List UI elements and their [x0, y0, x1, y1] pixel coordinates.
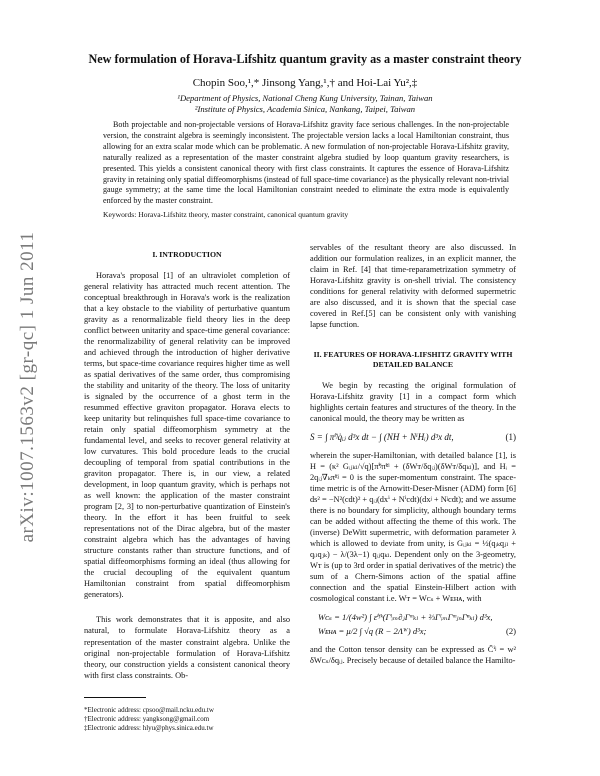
- equation-2-line-1: Wᴄₛ = 1/(4w²) ∫ ε̃ⁱʲᵏ(Γˡᵢₘ∂ⱼΓᵐₖₗ + ⅔ΓˡᵢₘΓᵐⱼₙΓⁿₖₗ) d³x,: [318, 612, 493, 623]
- equation-1-number: (1): [505, 432, 516, 443]
- author-list: Chopin Soo,¹,* Jinsong Yang,¹,† and Hoi-Lai Yu²,‡: [192, 77, 418, 89]
- left-column: [84, 242, 290, 733]
- affiliation-1: ¹Department of Physics, National Cheng Kung University, Tainan, Taiwan: [177, 93, 433, 103]
- affiliation-2: ²Institute of Physics, Academia Sinica, Nankang, Taipei, Taiwan: [194, 104, 416, 114]
- right-paragraph-3: wherein the super-Hamiltonian, with detailed balance [1], is H = (κ² Gᵢⱼₖₗ/√q)[π̃ⁱʲπ̃ᵏˡ + (δWᴛ/δqᵢⱼ)(δWᴛ/δqₖₗ)], and Hᵢ = 2qᵢⱼ∇ₖπ̃ᵏʲ = 0 is the super-momentum constraint. The space-time metric is of the Arnowitt-Deser-Misner (ADM) form [6] ds² = −N²(cdt)² + qᵢⱼ(dxⁱ + Nⁱcdt)(dxʲ + Nʲcdt); and we assume there is no boundary for simplicity, although boundary terms can be added without affecting the theme of this work. The (inverse) DeWitt supermetric, with deformation parameter λ which is allowed to deviate from unity, is Gᵢⱼₖₗ = ½(qᵢₖqⱼₗ + qᵢₗqⱼₖ) − λ/(3λ−1) qᵢⱼqₖₗ. Dependent only on the 3-geometry, Wᴛ is (up to 3rd order in spatial derivatives of the metric) the sum of a Chern-Simons action of the spatial affine connection and the spatial Einstein-Hilbert action with cosmological constant i.e. Wᴛ = Wᴄₛ + Wᴇʜᴀ, with: [310, 451, 516, 604]
- abstract: Both projectable and non-projectable versions of Horava-Lifshitz gravity face serious challenges. In the non-projectable version, the constraint algebra is seemingly inconsistent. The projectable version lacks a local Hamiltonian constraint, thus allowing for an extra scalar mode which can be problematic. A new formulation of non-projectable Horava-Lifshitz gravity, naturally realized as a representation of the master constraint algebra studied by loop quantum gravity researchers, is presented. This yields a consistent canonical theory with first class constraints. It captures the essence of Horava-Lifshitz gravity in retaining only spatial diffeomorphisms (instead of full space-time covariance) as the physically relevant non-trivial gauge symmetry; at the same time the local Hamiltonian constraint needed to eliminate the extra mode is equivalently enforced by the master constraint.: [103, 120, 509, 206]
- keywords: Keywords: Horava-Lifshitz theory, master constraint, canonical quantum gravity: [103, 210, 349, 219]
- section-heading-features: II. FEATURES OF HORAVA-LIFSHITZ GRAVITY WITH DETAILED BALANCE: [313, 350, 513, 370]
- section-heading-introduction: I. INTRODUCTION: [152, 250, 222, 259]
- equation-1: [310, 431, 516, 443]
- footnote-rule: [84, 697, 146, 698]
- right-column: [310, 242, 516, 666]
- right-paragraph-4: and the Cotton tensor density can be expressed as C̃ⁱʲ = w² δWᴄₛ/δqᵢⱼ. Precisely because of detailed balance the Hamilto-: [310, 645, 516, 666]
- equation-2: [318, 610, 516, 638]
- right-paragraph-2: We begin by recasting the original formulation of Horava-Lifshitz gravity [1] in a compact form which highlights certain features and structures of the theory. In the canonical mould, the theory may be written as: [310, 381, 516, 424]
- intro-paragraph-2: This work demonstrates that it is apposite, and also natural, to formulate Horava-Lifshitz theory as a representation of the master constraint algebra. Unlike the original non-projectable formulation of Horava-Lifshitz theory, our construction yields a consistent canonical theory with first class constraints. Ob-: [84, 615, 290, 680]
- footnote-3: ‡Electronic address: hlyu@phys.sinica.edu.tw: [84, 723, 214, 732]
- right-paragraph-1: servables of the resultant theory are also discussed. In addition our formulation realizes, in an explicit manner, the claim in Ref. [4] that time-reparametrization symmetry of Horava-Lifshitz gravity is on-shell trivial. The consistency conditions for general relativity with deformed supermetric are also discussed, and it is shown that the special case covered in Ref.[5] can be consistent only with vanishing lapse function.: [310, 243, 516, 330]
- equation-2-line-2: Wᴇʜᴀ = μ/2 ∫ √q (R − 2Λᵂ) d³x;: [318, 626, 427, 637]
- arxiv-identifier: arXiv:1007.1563v2 [gr-qc] 1 Jun 2011: [17, 231, 38, 543]
- intro-paragraph-1: Horava's proposal [1] of an ultraviolet completion of general relativity has attracted much recent attention. The conceptual breakthrough in Horava's work is the realization that a key obstacle to the viability of perturbative quantum gravity as a renormalizable field theory lies in the deep conflict between unitarity and space-time general covariance: the renormalizability of general relativity can be improved and achieved through the introduction of higher derivative terms, but space-time covariance requires higher time as well as spatial derivatives of the same order, thus compromising the stability and unitarity of the theory. The loss of unitarity is signaled by the occurrence of a ghost term in the resummed effective graviton propagator. Horava elects to keep unitarity but relinquishes full space-time covariance to retain only spatial diffeomorphism symmetry at the fundamental level, and seeks to recover general relativity at low curvatures. This bold procedure leads to the crucial decoupling of temporal from spatial contributions in the graviton propagator. There is, in our view, a related development, in loop quantum gravity, which is perhaps not as well known: the application of the master constraint program [2, 3] to non-perturbative quantization of Einstein's theory. In the effort it has been fruitful to seek representations not of the Dirac algebra, but of the master constraint algebra which has the advantages of having structure constants rather than structure functions, and of spatial diffeomorphisms forming an ideal (thus allowing for the crucial decoupling of the equivalent quantum Hamiltonian constraint from spatial diffeomorphism generators).: [84, 271, 290, 600]
- footnote-2: †Electronic address: yangksong@gmail.com: [84, 714, 210, 723]
- footnote-1: *Electronic address: cpsoo@mail.ncku.edu.tw: [84, 705, 214, 714]
- equation-1-body: S = ∫ π̃ⁱʲq̇ᵢⱼ d³x dt − ∫ (NH + NⁱHᵢ) d³x dt,: [310, 432, 454, 443]
- paper-title: New formulation of Horava-Lifshitz quantum gravity as a master constraint theory: [88, 52, 522, 66]
- equation-2-number: (2): [505, 626, 516, 637]
